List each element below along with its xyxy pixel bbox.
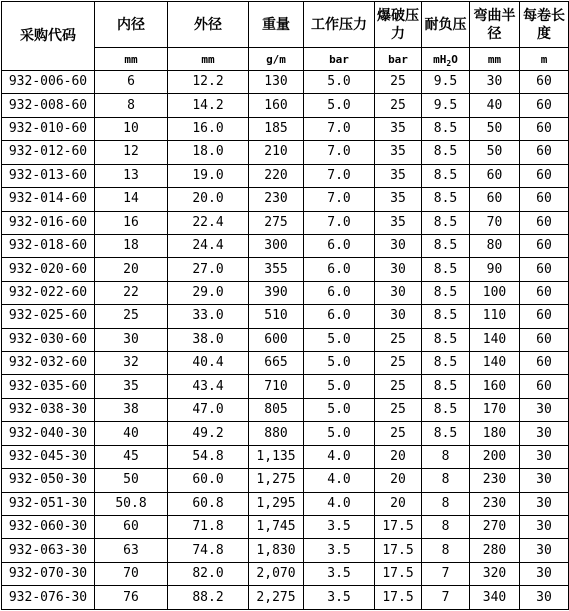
cell-coil-length: 30 [520,422,569,445]
cell-bend-radius: 200 [470,445,520,468]
cell-weight: 220 [249,164,304,187]
cell-vacuum-resistance: 8.5 [422,234,470,257]
cell-weight: 510 [249,305,304,328]
cell-vacuum-resistance: 8.5 [422,141,470,164]
table-row [2,117,569,140]
hose-spec-table [1,1,569,610]
cell-bend-radius: 50 [470,117,520,140]
cell-coil-length: 60 [520,211,569,234]
cell-vacuum-resistance: 8.5 [422,328,470,351]
header-weight: 重量 [249,2,304,48]
cell-weight: 1,275 [249,469,304,492]
cell-burst-pressure: 25 [375,328,422,351]
table-row [2,281,569,304]
cell-burst-pressure: 35 [375,188,422,211]
cell-vacuum-resistance: 8.5 [422,398,470,421]
header-row [2,2,569,48]
cell-bend-radius: 230 [470,469,520,492]
cell-weight: 130 [249,71,304,94]
cell-weight: 185 [249,117,304,140]
cell-code: 932-020-60 [2,258,95,281]
cell-code: 932-012-60 [2,141,95,164]
cell-outer-diameter: 19.0 [168,164,249,187]
cell-weight: 210 [249,141,304,164]
cell-bend-radius: 70 [470,211,520,234]
table-row [2,375,569,398]
unit-cell: mm [168,48,249,71]
cell-outer-diameter: 18.0 [168,141,249,164]
cell-working-pressure: 6.0 [304,281,375,304]
cell-working-pressure: 7.0 [304,141,375,164]
cell-burst-pressure: 35 [375,141,422,164]
cell-working-pressure: 3.5 [304,539,375,562]
cell-coil-length: 60 [520,375,569,398]
cell-bend-radius: 100 [470,281,520,304]
cell-working-pressure: 7.0 [304,117,375,140]
cell-code: 932-016-60 [2,211,95,234]
cell-coil-length: 60 [520,305,569,328]
cell-bend-radius: 170 [470,398,520,421]
cell-working-pressure: 5.0 [304,398,375,421]
cell-outer-diameter: 33.0 [168,305,249,328]
cell-working-pressure: 5.0 [304,94,375,117]
table-row [2,141,569,164]
header-coil-length: 每卷长度 [520,2,569,48]
cell-bend-radius: 80 [470,234,520,257]
cell-coil-length: 60 [520,164,569,187]
header-vacuum-resistance: 耐负压 [422,2,470,48]
cell-vacuum-resistance: 8.5 [422,258,470,281]
cell-inner-diameter: 40 [95,422,168,445]
cell-vacuum-resistance: 8.5 [422,305,470,328]
cell-inner-diameter: 50.8 [95,492,168,515]
cell-inner-diameter: 70 [95,562,168,585]
unit-cell: bar [304,48,375,71]
cell-weight: 355 [249,258,304,281]
cell-burst-pressure: 25 [375,352,422,375]
cell-code: 932-022-60 [2,281,95,304]
cell-working-pressure: 6.0 [304,258,375,281]
cell-working-pressure: 6.0 [304,305,375,328]
cell-working-pressure: 5.0 [304,71,375,94]
cell-coil-length: 30 [520,445,569,468]
cell-inner-diameter: 38 [95,398,168,421]
table-row [2,469,569,492]
cell-code: 932-038-30 [2,398,95,421]
cell-code: 932-030-60 [2,328,95,351]
cell-outer-diameter: 74.8 [168,539,249,562]
cell-outer-diameter: 27.0 [168,258,249,281]
cell-vacuum-resistance: 8.5 [422,352,470,375]
cell-burst-pressure: 35 [375,164,422,187]
table-row [2,328,569,351]
cell-code: 932-076-30 [2,586,95,610]
cell-outer-diameter: 88.2 [168,586,249,610]
cell-coil-length: 30 [520,516,569,539]
cell-burst-pressure: 25 [375,94,422,117]
cell-weight: 2,275 [249,586,304,610]
cell-weight: 275 [249,211,304,234]
cell-vacuum-resistance: 8.5 [422,211,470,234]
cell-code: 932-013-60 [2,164,95,187]
cell-outer-diameter: 29.0 [168,281,249,304]
table-row [2,562,569,585]
cell-vacuum-resistance: 8.5 [422,117,470,140]
cell-weight: 160 [249,94,304,117]
cell-bend-radius: 140 [470,328,520,351]
cell-weight: 805 [249,398,304,421]
cell-burst-pressure: 20 [375,445,422,468]
cell-weight: 2,070 [249,562,304,585]
cell-outer-diameter: 38.0 [168,328,249,351]
cell-bend-radius: 50 [470,141,520,164]
cell-code: 932-035-60 [2,375,95,398]
cell-outer-diameter: 54.8 [168,445,249,468]
cell-vacuum-resistance: 8 [422,469,470,492]
cell-working-pressure: 3.5 [304,586,375,610]
cell-code: 932-032-60 [2,352,95,375]
cell-bend-radius: 90 [470,258,520,281]
cell-working-pressure: 4.0 [304,469,375,492]
cell-burst-pressure: 25 [375,71,422,94]
cell-weight: 230 [249,188,304,211]
cell-code: 932-014-60 [2,188,95,211]
cell-burst-pressure: 30 [375,281,422,304]
header-bend-radius: 弯曲半径 [470,2,520,48]
cell-working-pressure: 7.0 [304,211,375,234]
cell-burst-pressure: 17.5 [375,562,422,585]
cell-bend-radius: 60 [470,188,520,211]
cell-vacuum-resistance: 8.5 [422,281,470,304]
cell-coil-length: 60 [520,352,569,375]
cell-inner-diameter: 30 [95,328,168,351]
cell-inner-diameter: 45 [95,445,168,468]
unit-cell: g/m [249,48,304,71]
cell-bend-radius: 40 [470,94,520,117]
cell-coil-length: 60 [520,94,569,117]
cell-bend-radius: 270 [470,516,520,539]
table-row [2,71,569,94]
unit-cell: mm [95,48,168,71]
cell-vacuum-resistance: 8 [422,516,470,539]
unit-cell: $mH_2O$ [422,48,470,71]
cell-code: 932-070-30 [2,562,95,585]
cell-working-pressure: 7.0 [304,164,375,187]
cell-inner-diameter: 12 [95,141,168,164]
cell-outer-diameter: 14.2 [168,94,249,117]
table-row [2,188,569,211]
cell-vacuum-resistance: 8 [422,492,470,515]
cell-outer-diameter: 82.0 [168,562,249,585]
header-working-pressure: 工作压力 [304,2,375,48]
cell-outer-diameter: 40.4 [168,352,249,375]
cell-vacuum-resistance: 8.5 [422,375,470,398]
table-row [2,539,569,562]
cell-code: 932-006-60 [2,71,95,94]
cell-coil-length: 30 [520,539,569,562]
cell-burst-pressure: 35 [375,117,422,140]
unit-cell: m [520,48,569,71]
cell-code: 932-060-30 [2,516,95,539]
cell-bend-radius: 60 [470,164,520,187]
cell-coil-length: 60 [520,281,569,304]
cell-working-pressure: 5.0 [304,328,375,351]
cell-burst-pressure: 17.5 [375,516,422,539]
cell-coil-length: 60 [520,328,569,351]
cell-inner-diameter: 32 [95,352,168,375]
table-row [2,422,569,445]
table-row [2,94,569,117]
cell-weight: 665 [249,352,304,375]
table-row [2,234,569,257]
cell-outer-diameter: 20.0 [168,188,249,211]
cell-outer-diameter: 60.0 [168,469,249,492]
cell-coil-length: 30 [520,586,569,610]
cell-inner-diameter: 60 [95,516,168,539]
cell-vacuum-resistance: 7 [422,562,470,585]
cell-inner-diameter: 13 [95,164,168,187]
cell-inner-diameter: 16 [95,211,168,234]
table-row [2,305,569,328]
cell-coil-length: 60 [520,258,569,281]
cell-inner-diameter: 22 [95,281,168,304]
unit-cell: mm [470,48,520,71]
cell-burst-pressure: 35 [375,211,422,234]
cell-outer-diameter: 16.0 [168,117,249,140]
cell-coil-length: 30 [520,562,569,585]
cell-working-pressure: 3.5 [304,516,375,539]
cell-weight: 1,135 [249,445,304,468]
cell-code: 932-050-30 [2,469,95,492]
cell-bend-radius: 280 [470,539,520,562]
unit-cell: bar [375,48,422,71]
cell-bend-radius: 140 [470,352,520,375]
header-outer-diameter: 外径 [168,2,249,48]
cell-burst-pressure: 30 [375,258,422,281]
cell-working-pressure: 7.0 [304,188,375,211]
cell-burst-pressure: 30 [375,234,422,257]
cell-working-pressure: 5.0 [304,375,375,398]
cell-bend-radius: 230 [470,492,520,515]
cell-inner-diameter: 6 [95,71,168,94]
cell-weight: 880 [249,422,304,445]
cell-inner-diameter: 18 [95,234,168,257]
cell-inner-diameter: 50 [95,469,168,492]
cell-outer-diameter: 47.0 [168,398,249,421]
cell-code: 932-063-30 [2,539,95,562]
cell-outer-diameter: 12.2 [168,71,249,94]
cell-inner-diameter: 10 [95,117,168,140]
cell-vacuum-resistance: 8 [422,539,470,562]
cell-code: 932-040-30 [2,422,95,445]
table-row [2,516,569,539]
cell-working-pressure: 4.0 [304,492,375,515]
cell-coil-length: 60 [520,71,569,94]
cell-burst-pressure: 25 [375,398,422,421]
cell-coil-length: 30 [520,492,569,515]
header-inner-diameter: 内径 [95,2,168,48]
cell-burst-pressure: 25 [375,375,422,398]
cell-bend-radius: 320 [470,562,520,585]
cell-outer-diameter: 71.8 [168,516,249,539]
cell-bend-radius: 110 [470,305,520,328]
cell-code: 932-051-30 [2,492,95,515]
cell-inner-diameter: 76 [95,586,168,610]
cell-weight: 1,745 [249,516,304,539]
cell-burst-pressure: 20 [375,469,422,492]
cell-bend-radius: 180 [470,422,520,445]
cell-coil-length: 60 [520,188,569,211]
table-row [2,398,569,421]
cell-vacuum-resistance: 8.5 [422,164,470,187]
cell-weight: 390 [249,281,304,304]
cell-code: 932-018-60 [2,234,95,257]
cell-inner-diameter: 8 [95,94,168,117]
cell-weight: 600 [249,328,304,351]
table-row [2,164,569,187]
table-row [2,445,569,468]
cell-burst-pressure: 17.5 [375,586,422,610]
cell-weight: 1,295 [249,492,304,515]
cell-inner-diameter: 63 [95,539,168,562]
cell-bend-radius: 30 [470,71,520,94]
cell-working-pressure: 5.0 [304,422,375,445]
table-row [2,352,569,375]
cell-outer-diameter: 60.8 [168,492,249,515]
cell-working-pressure: 3.5 [304,562,375,585]
cell-coil-length: 30 [520,469,569,492]
cell-code: 932-010-60 [2,117,95,140]
header-burst-pressure: 爆破压力 [375,2,422,48]
cell-bend-radius: 340 [470,586,520,610]
cell-code: 932-008-60 [2,94,95,117]
cell-weight: 300 [249,234,304,257]
header-code: 采购代码 [2,2,95,71]
cell-inner-diameter: 35 [95,375,168,398]
cell-outer-diameter: 49.2 [168,422,249,445]
cell-outer-diameter: 24.4 [168,234,249,257]
cell-burst-pressure: 20 [375,492,422,515]
table-row [2,492,569,515]
cell-weight: 710 [249,375,304,398]
cell-coil-length: 30 [520,398,569,421]
cell-outer-diameter: 43.4 [168,375,249,398]
cell-vacuum-resistance: 7 [422,586,470,610]
cell-working-pressure: 4.0 [304,445,375,468]
cell-code: 932-045-30 [2,445,95,468]
cell-inner-diameter: 14 [95,188,168,211]
cell-inner-diameter: 20 [95,258,168,281]
cell-burst-pressure: 25 [375,422,422,445]
cell-burst-pressure: 30 [375,305,422,328]
table-row [2,211,569,234]
cell-vacuum-resistance: 8.5 [422,188,470,211]
cell-vacuum-resistance: 8 [422,445,470,468]
cell-vacuum-resistance: 9.5 [422,94,470,117]
table-row [2,586,569,610]
cell-vacuum-resistance: 8.5 [422,422,470,445]
cell-weight: 1,830 [249,539,304,562]
cell-coil-length: 60 [520,234,569,257]
cell-code: 932-025-60 [2,305,95,328]
cell-outer-diameter: 22.4 [168,211,249,234]
cell-working-pressure: 5.0 [304,352,375,375]
cell-inner-diameter: 25 [95,305,168,328]
cell-coil-length: 60 [520,141,569,164]
cell-vacuum-resistance: 9.5 [422,71,470,94]
cell-coil-length: 60 [520,117,569,140]
table-row [2,258,569,281]
cell-burst-pressure: 17.5 [375,539,422,562]
cell-working-pressure: 6.0 [304,234,375,257]
cell-bend-radius: 160 [470,375,520,398]
table-body [2,71,569,610]
